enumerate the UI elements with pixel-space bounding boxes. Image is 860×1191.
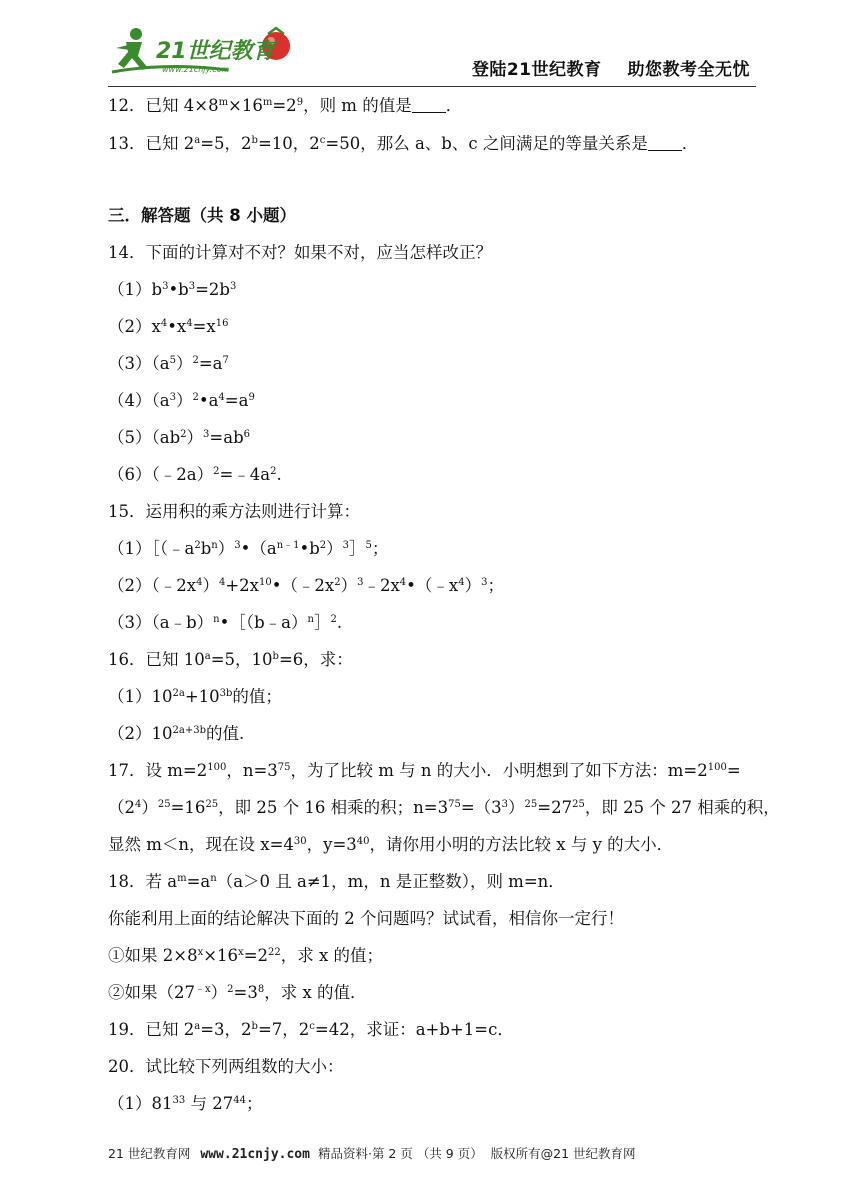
text-run: •（﹣2x	[271, 576, 335, 595]
exponent: 3	[203, 429, 210, 440]
text-run: ）	[175, 391, 193, 410]
exponent: 3	[234, 540, 241, 551]
question-20-stem: 20．试比较下列两组数的大小：	[108, 1057, 344, 1076]
exponent: 33	[172, 1095, 186, 1106]
exponent: 4	[218, 577, 226, 588]
text-run: •（﹣x	[406, 576, 459, 595]
slogan-right: 助您教考全无忧	[627, 60, 750, 80]
exponent: 2	[330, 614, 337, 625]
text-run: =2	[272, 96, 297, 115]
text-run: =7，2	[257, 1020, 310, 1039]
text-run: =ab	[209, 428, 244, 447]
text-run: =5，10	[210, 650, 273, 669]
text-run: （a＞0 且 a≠1，m，n 是正整数），则 m=n．	[216, 872, 565, 891]
text-run: ；	[245, 1094, 263, 1113]
text-run: （6）（﹣2a）	[108, 465, 214, 484]
question-16-part-2	[108, 723, 244, 745]
text-run: =2b	[195, 280, 230, 299]
text-run: （4）（a	[108, 391, 170, 410]
exponent: 4	[135, 799, 142, 810]
exponent: 40	[356, 836, 370, 847]
text-run: ）	[175, 354, 193, 373]
exponent: n	[307, 614, 314, 625]
exponent: 8	[257, 984, 265, 995]
text-run: =3，2	[200, 1020, 252, 1039]
exponent: 100	[707, 762, 727, 773]
text-run: （1）b	[108, 280, 163, 299]
exponent: 7	[222, 355, 229, 366]
exponent: 100	[207, 762, 227, 773]
text-run: ）	[141, 798, 158, 817]
text-run: ，即 25 个 27 相乘的积，	[584, 798, 780, 817]
logo-21cnjy	[108, 24, 308, 82]
text-run: =27	[537, 798, 573, 817]
text-run: ，y=3	[306, 835, 357, 854]
exponent: n	[211, 540, 218, 551]
footer-page-info: 精品资料·第 2 页 （共 9 页）	[317, 1146, 483, 1161]
exponent: 5	[169, 355, 176, 366]
text-run: ，为了比较 m 与 n 的大小．小明想到了如下方法：m=2	[290, 761, 708, 780]
exponent: 44	[233, 1095, 246, 1106]
text-run: +2x	[225, 576, 259, 595]
exponent: x	[238, 947, 244, 958]
question-14-part-1	[108, 279, 236, 301]
text-run: ）	[326, 539, 343, 558]
page-header	[108, 22, 756, 87]
exponent: c	[309, 1021, 315, 1032]
question-16-stem	[108, 649, 353, 671]
exponent: 2	[194, 540, 201, 551]
exponent: 2	[319, 540, 327, 551]
text-run: ．	[681, 134, 699, 153]
text-run: =a	[224, 391, 249, 410]
exponent: 25	[157, 799, 171, 810]
text-run: =50，那么 a、b、c 之间满足的等量关系是	[325, 134, 648, 153]
exponent: 4	[458, 577, 465, 588]
text-run: +10	[184, 687, 220, 706]
question-15-part-3	[108, 612, 342, 634]
text-run: ．	[445, 96, 463, 115]
logo-text: 21世纪教育	[156, 39, 275, 64]
text-run: ﹣2x	[363, 576, 400, 595]
exponent: a	[204, 651, 211, 662]
text-run: =a	[186, 872, 211, 891]
text-run: ）	[210, 983, 228, 1002]
text-run: ）	[340, 576, 358, 595]
exponent: 3	[169, 392, 176, 403]
question-18-line-2: 你能利用上面的结论解决下面的 2 个问题吗？试试看，相信你一定行！	[108, 909, 624, 928]
text-run: （1）［（﹣a	[108, 539, 195, 558]
text-run: 18．若 a	[108, 872, 178, 891]
text-run: ，求 x 的值．	[264, 983, 367, 1002]
text-run: =（3	[460, 798, 502, 817]
question-13	[108, 133, 698, 155]
question-14-part-6	[108, 464, 282, 486]
exponent: 3	[481, 577, 488, 588]
exponent: 25	[572, 799, 585, 810]
exponent: c	[319, 135, 326, 146]
footer-left: 21 世纪教育网	[108, 1146, 191, 1161]
text-run: 13．已知 2	[108, 134, 195, 153]
exponent: 9	[248, 392, 255, 403]
text-run: 17．设 m=2	[108, 761, 208, 780]
slogan-left: 登陆21世纪教育	[471, 60, 602, 80]
exponent: 25	[205, 799, 219, 810]
exponent: 75	[448, 799, 461, 810]
text-run: =6，求：	[278, 650, 353, 669]
text-run: ）	[217, 539, 235, 558]
text-run: （3）（a﹣b）	[108, 613, 214, 632]
text-run: ）	[464, 576, 482, 595]
text-run: ，求 x 的值；	[280, 946, 384, 965]
exponent: 5	[365, 540, 372, 551]
text-run: 19．已知 2	[108, 1020, 195, 1039]
exponent: 75	[277, 762, 291, 773]
question-14-part-3	[108, 353, 229, 375]
text-run: （3）（a	[108, 354, 170, 373]
exponent: n	[210, 873, 217, 884]
exponent: a	[194, 135, 201, 146]
text-run: ×16	[203, 946, 239, 965]
exponent: b	[251, 1021, 258, 1032]
text-run: （1）10	[108, 687, 173, 706]
exponent: 25	[524, 799, 538, 810]
text-run: =10，2	[257, 134, 320, 153]
exponent: 2	[270, 466, 277, 477]
footer-copyright: 版权所有@21 世纪教育网	[490, 1146, 636, 1161]
text-run: =3	[233, 983, 258, 1002]
exponent: 2a+3b	[172, 725, 206, 736]
question-20-part-1	[108, 1093, 262, 1115]
exponent: n﹣1	[276, 540, 300, 551]
text-run: 的值；	[232, 687, 282, 706]
text-run: ，即 25 个 16 相乘的积；n=3	[218, 798, 449, 817]
text-run: =a	[198, 354, 223, 373]
text-run: ］	[349, 539, 366, 558]
exponent: 6	[243, 429, 251, 440]
exponent: m	[262, 97, 273, 108]
text-run: b	[200, 539, 212, 558]
exponent: ﹣x	[195, 984, 211, 995]
question-15-stem: 15．运用积的乘方法则进行计算：	[108, 502, 360, 521]
text-run: ，n=3	[226, 761, 278, 780]
text-run: ，请你用小明的方法比较 x 与 y 的大小．	[369, 835, 674, 854]
text-run: 16．已知 10	[108, 650, 205, 669]
exponent: 3	[501, 799, 509, 810]
question-19	[108, 1019, 514, 1041]
text-run: （5）（ab	[108, 428, 181, 447]
text-run: ，则 m 的值是	[303, 96, 412, 115]
exponent: 16	[215, 318, 229, 329]
text-run: .	[276, 465, 282, 484]
exponent: 3	[342, 540, 350, 551]
page-footer	[108, 1144, 758, 1162]
question-15-part-1	[108, 538, 388, 560]
text-run: 的值.	[205, 724, 245, 743]
question-17-line-1	[108, 760, 741, 782]
question-14-part-5	[108, 427, 250, 449]
question-12	[108, 95, 462, 117]
exponent: 2	[227, 984, 234, 995]
exponent: n	[213, 614, 220, 625]
text-run: 显然 m＜n，现在设 x=4	[108, 835, 294, 854]
exponent: b	[251, 135, 258, 146]
exponent: 4	[186, 318, 193, 329]
text-run: =16	[170, 798, 206, 817]
exponent: 3	[188, 281, 196, 292]
question-14-part-2	[108, 316, 228, 338]
exponent: m	[218, 97, 229, 108]
text-run: •b	[299, 539, 320, 558]
text-run: ×16	[228, 96, 263, 115]
exponent: 2a	[172, 688, 185, 699]
text-run: ］	[313, 613, 331, 632]
exponent: 4	[196, 577, 203, 588]
exponent: 3	[162, 281, 169, 292]
exponent: 3	[230, 281, 237, 292]
question-17-line-3	[108, 834, 673, 856]
text-run: =42，求证：a+b+1=c．	[314, 1020, 514, 1039]
text-run: •x	[167, 317, 187, 336]
text-run: ）	[508, 798, 525, 817]
text-run: （2	[108, 798, 135, 817]
answer-blank	[412, 98, 446, 113]
text-run: •［（b﹣a）	[219, 613, 308, 632]
question-16-part-1	[108, 686, 282, 708]
exponent: x	[197, 947, 204, 958]
exponent: a	[194, 1021, 201, 1032]
text-run: .	[336, 613, 343, 632]
exponent: 9	[296, 97, 304, 108]
text-run: 12．已知 4×8	[108, 96, 219, 115]
exponent: m	[177, 873, 187, 884]
text-run: 与 27	[185, 1094, 234, 1113]
text-run: •b	[168, 280, 189, 299]
text-run: ）	[186, 428, 204, 447]
exponent: 2	[334, 577, 341, 588]
exponent: 4	[160, 318, 168, 329]
exponent: 4	[218, 392, 225, 403]
exponent: 30	[293, 836, 307, 847]
exponent: 4	[399, 577, 407, 588]
exponent: 3b	[219, 688, 233, 699]
text-run: •（a	[240, 539, 277, 558]
question-18-part-2	[108, 982, 367, 1004]
text-run: =x	[192, 317, 216, 336]
text-run: （1）81	[108, 1094, 173, 1113]
exponent: 2	[192, 355, 199, 366]
text-run: ①如果 2×8	[108, 946, 198, 965]
text-run: （2）10	[108, 724, 173, 743]
question-14-stem: 14．下面的计算对不对？如果不对，应当怎样改正？	[108, 243, 492, 262]
question-14-part-4	[108, 390, 255, 412]
question-17-line-2	[108, 797, 780, 819]
text-run: =	[726, 761, 741, 780]
exponent: 10	[258, 577, 272, 588]
question-15-part-2	[108, 575, 504, 597]
text-run: （2）x	[108, 317, 161, 336]
text-run: •a	[198, 391, 219, 410]
text-run: ）	[202, 576, 219, 595]
text-run: ②如果（27	[108, 983, 195, 1002]
exponent: b	[272, 651, 279, 662]
text-run: ；	[487, 576, 504, 595]
exponent: 2	[180, 429, 187, 440]
text-run: ；	[371, 539, 389, 558]
text-run: =5，2	[200, 134, 252, 153]
footer-site-link[interactable]: www.21cnjy.com	[200, 1147, 310, 1162]
exponent: 3	[357, 577, 364, 588]
logo-url: www.21cnjy.com	[162, 65, 230, 74]
exponent: 22	[268, 947, 281, 958]
exponent: 2	[213, 466, 220, 477]
text-run: =﹣4a	[219, 465, 271, 484]
answer-blank	[648, 136, 682, 151]
exponent: 2	[192, 392, 199, 403]
question-18-part-1	[108, 945, 383, 967]
question-18-line-1	[108, 871, 565, 893]
text-run: （2）（﹣2x	[108, 576, 197, 595]
section-title: 三．解答题（共 8 小题）	[108, 206, 296, 225]
header-slogan	[472, 55, 750, 80]
text-run: =2	[243, 946, 269, 965]
